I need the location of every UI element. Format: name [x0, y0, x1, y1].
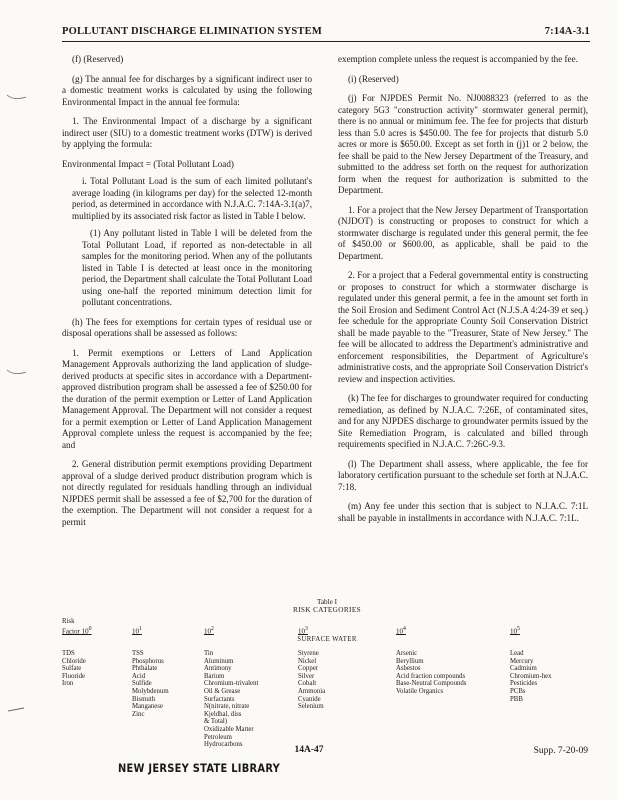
table-column-factor-4 — [396, 650, 466, 696]
list-item: Asbestos — [396, 665, 421, 673]
margin-mark — [6, 705, 28, 715]
list-item: Acid fraction compounds — [396, 672, 466, 680]
list-item: Kjeldhal, diss — [204, 710, 242, 718]
table-column-factor-2 — [204, 650, 258, 749]
list-item: Volatile Organics — [396, 687, 444, 695]
list-item: Zinc — [132, 710, 145, 718]
list-item: Antimony — [204, 665, 232, 673]
list-item: Silver — [298, 672, 315, 680]
list-item: Oxidizable Matter — [204, 725, 254, 733]
list-item: Chromium-hex — [510, 672, 552, 680]
supplement-date: Supp. 7-20-09 — [533, 746, 588, 756]
list-item: Acid — [132, 672, 146, 680]
list-item: Hydrocarbons — [204, 741, 243, 749]
header-section-number: 7:14A-3.1 — [544, 26, 590, 37]
list-item: PBB — [510, 695, 523, 703]
list-item: TSS — [132, 650, 144, 657]
list-item: Cadmium — [510, 665, 537, 673]
paragraph-j-1: 1. For a project that the New Jersey Department of Transportation (NJDOT) is constructing or proposes to construct for which a stormwater discharge is regulated under this general permit, the fee of $450.00 or $600.00, as applicable, shall be paid to the Department. — [338, 204, 588, 261]
paragraph-i: (i) (Reserved) — [348, 73, 399, 84]
running-header — [62, 26, 590, 40]
right-column — [338, 54, 588, 532]
margin-mark — [6, 367, 28, 377]
list-item: N(nitrate, nitrate — [204, 703, 250, 711]
header-rule — [62, 41, 590, 42]
list-item: Styrene — [298, 650, 319, 657]
list-item: Pesticides — [510, 680, 538, 688]
list-item: Bismuth — [132, 695, 156, 703]
table-title: Table I — [316, 598, 338, 606]
list-item: Barium — [204, 672, 225, 680]
list-item: Cyanide — [298, 695, 321, 703]
paragraph-f: (f) (Reserved) — [72, 54, 124, 64]
list-item: & Total) — [204, 718, 227, 726]
list-item: Sulfide — [132, 680, 152, 688]
table-column-factor-1 — [132, 650, 169, 718]
list-item: Arsenic — [396, 650, 418, 657]
paragraph-g: (g) The annual fee for discharges by a significant indirect user to a domestic treatment works is calculated by using the following Environmental Impact in the annual fee formula: — [62, 73, 312, 107]
left-column — [62, 54, 312, 536]
risk-label: Risk — [62, 618, 75, 625]
list-item: Molybdenum — [132, 687, 169, 695]
surface-water-label: SURFACE WATER — [297, 636, 357, 643]
paragraph-h: (h) The fees for exemptions for certain types of residual use or disposal operations shall be assessed as follows: — [62, 316, 312, 338]
list-item: Surfactants — [204, 695, 235, 703]
list-item: Iron — [62, 680, 74, 688]
factor-header-5: $10^5$ — [510, 626, 520, 636]
paragraph-h-2-cont: exemption complete unless the request is accompanied by the fee. — [338, 54, 578, 64]
factor-header-3: $10^3$ — [298, 626, 308, 636]
formula-environmental-impact: Environmental Impact = (Total Pollutant Load) — [62, 158, 234, 169]
list-item: Copper — [298, 665, 319, 673]
list-item: Beryllium — [396, 657, 424, 665]
list-item: Lead — [510, 650, 524, 657]
list-item: Mercury — [510, 657, 534, 665]
list-item: TDS — [62, 650, 75, 657]
paragraph-h-1: 1. Permit exemptions or Letters of Land Application Management Approvals authorizing the land application of sludge-derived products at specific sites in accordance with a Department-approved distribution program shall be assessed a fee of $250.00 for the duration of the permit exemption or Letter of Land Application Management Approval. The Department will not consider a request for a permit exemption or Letter of Land Application Management Approval complete unless the request is accompanied by the fee; and — [62, 347, 312, 450]
factor-header-1: $10^1$ — [132, 626, 142, 636]
paragraph-k: (k) The fee for discharges to groundwater required for conducting remediation, as defined by N.J.A.C. 7:26E, of contaminated sites, and for any NJPDES discharge to groundwater permits issued by the Site Remediation Program, is calculated and billed through requirements specified in N.J.A.C. 7:26C-9.3. — [338, 393, 588, 449]
paragraph-g-1-i: i. Total Pollutant Load is the sum of each limited pollutant's average loading (in kilograms per day) for the selected 12-month period, as determined in accordance with N.J.A.C. 7:14A-3.1(a)7, multiplied by its associated risk factor as listed in Table I below. — [72, 176, 312, 221]
paragraph-g-1: 1. The Environmental Impact of a discharge by a significant indirect user (SIU) to a domestic treatment works (DTW) is derived by applying the formula: — [62, 116, 312, 149]
paragraph-m: (m) Any fee under this section that is subject to N.J.A.C. 7:1L shall be payable in installments in accordance with N.J.A.C. 7:1L. — [338, 501, 588, 523]
page-number: 14A-47 — [294, 745, 324, 755]
list-item: PCBs — [510, 687, 526, 695]
margin-mark — [6, 92, 28, 102]
list-item: Chromium-trivalent — [204, 680, 259, 688]
table-subtitle: RISK CATEGORIES — [292, 606, 362, 614]
list-item: Base-Neutral Compounds — [396, 680, 467, 688]
list-item: Cobalt — [298, 680, 317, 688]
header-title: POLLUTANT DISCHARGE ELIMINATION SYSTEM — [62, 26, 322, 37]
factor-header-4: $10^4$ — [396, 626, 406, 636]
list-item: Manganese — [132, 703, 163, 711]
factor-header-0: Factor $10^0$ — [62, 626, 92, 636]
list-item: Phosphorus — [132, 657, 164, 665]
list-item: Phthalate — [132, 665, 158, 673]
library-stamp: NEW JERSEY STATE LIBRARY — [118, 761, 281, 775]
paragraph-g-1-i-1: (1) Any pollutant listed in Table I will be deleted from the Total Pollutant Load, if reported as non-detectable in all samples for the monitoring period. When any of the pollutants listed in Table I is detected at least once in the monitoring period, the Department shall calculate the Total Pollutant Load using one-half the reported minimum detection limit for pollutant concentrations. — [82, 228, 312, 307]
table-column-factor-0 — [62, 650, 86, 688]
table-column-factor-3 — [298, 650, 325, 711]
list-item: Petroleum — [204, 733, 232, 741]
list-item: Ammonia — [298, 687, 326, 695]
list-item: Oil & Grease — [204, 687, 241, 695]
factor-header-2: $10^2$ — [204, 626, 214, 636]
list-item: Sulfate — [62, 665, 82, 673]
list-item: Selenium — [298, 703, 324, 711]
paragraph-h-2: 2. General distribution permit exemptions providing Department approval of a sludge derived product distribution program which is not directly regulated for residuals handling through an individual NJPDES permit shall be assessed a fee of $2,700 for the duration of the exemption. The Department will not consider a request for a permit — [62, 459, 312, 527]
list-item: Tin — [204, 650, 214, 657]
list-item: Nickel — [298, 657, 317, 665]
table-column-factor-5 — [510, 650, 552, 703]
paragraph-l: (l) The Department shall assess, where applicable, the fee for laboratory certification pursuant to the schedule set forth at N.J.A.C. 7:18. — [338, 458, 588, 492]
paragraph-j-2: 2. For a project that a Federal governmental entity is constructing or proposes to construct for which a stormwater discharge is regulated under this general permit, a fee in the amount set forth in the Soil Erosion and Sediment Control Act (N.J.S.A 4:24-39 et seq.) fee schedule for the appropriate County Soil Conservation District shall be made payable to the "Treasurer, State of New Jersey." The fee will be allocated to address the Department's administrative and enforcement responsibilities, the Department of Agriculture's administrative costs, and the appropriate Soil Conservation District's review and inspection activities. — [338, 270, 588, 384]
list-item: Fluoride — [62, 672, 86, 680]
list-item: Chloride — [62, 657, 86, 665]
paragraph-j: (j) For NJPDES Permit No. NJ0088323 (referred to as the category 5G3 "construction activity" stormwater general permit), there is no annual or minimum fee. The fee for projects that disturb less than 5.0 acres is $450.00. The fee for projects that disturb 5.0 acres or more is $650.00. Except as set forth in (j)1 or 2 below, the fee shall be paid to the New Jersey Department of the Treasury, and submitted to the address set forth on the request for authorization form when the request for authorization is submitted to the Department. — [338, 93, 588, 195]
list-item: Aluminum — [204, 657, 234, 665]
